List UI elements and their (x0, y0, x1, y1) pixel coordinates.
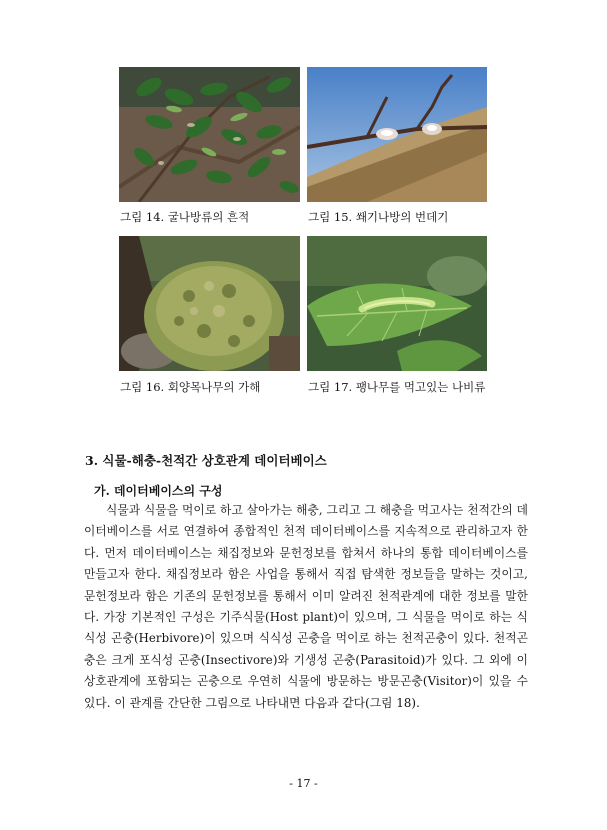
figure-16-photo (119, 236, 300, 371)
figure-17-photo (307, 236, 487, 371)
figure-14-caption: 그림 14. 굴나방류의 흔적 (120, 210, 250, 224)
figure-14-photo (119, 67, 300, 202)
section-heading: 3. 식물-해충-천적간 상호관계 데이터베이스 (85, 453, 327, 468)
body-paragraph: 식물과 식물을 먹이로 하고 살아가는 해충, 그리고 그 해충을 먹고사는 천적간의 데이터베이스를 서로 연결하여 종합적인 천적 데이터베이스를 지속적으로 관리하고자 한다. 먼저 데이터베이스는 채집정보와 문헌정보를 합쳐서 하나의 통합 데이터베이스를 만들고자 한다. 채집정보라 함은 사업을 통해서 직접 탐색한 정보들을 말하는 것이고, 문헌정보라 함은 기존의 문헌정보를 통해서 이미 알려진 천적관계에 대한 정보를 말한다. 가장 기본적인 구성은 기주식물(Host plant)이 있으며, 그 식물을 먹이로 하는 식식성 곤충(Herbivore)이 있으며 식식성 곤충을 먹이로 하는 천적곤충이 있다. 천적곤충은 크게 포식성 곤충(Insectivore)와 기생성 곤충(Parasitoid)가 있다. 그 외에 이 상호관계에 포함되는 곤충으로 우연히 식물에 방문하는 방문곤충(Visitor)이 있을 수 있다. 이 관계를 간단한 그림으로 나타내면 다음과 같다(그림 18). (84, 503, 528, 710)
page-number: - 17 - (289, 777, 318, 790)
boxwood-damage-photo (119, 236, 300, 371)
caterpillar-on-leaf-photo (307, 236, 487, 371)
figure-15-photo (307, 67, 487, 202)
subsection-heading: 가. 데이터베이스의 구성 (94, 484, 223, 498)
figure-17-caption: 그림 17. 팽나무를 먹고있는 나비류 (308, 380, 486, 394)
figure-15-caption: 그림 15. 쐐기나방의 번데기 (308, 210, 449, 224)
leafminer-damage-photo (119, 67, 300, 202)
figure-16-caption: 그림 16. 회양목나무의 가해 (120, 380, 261, 394)
slug-moth-cocoon-photo (307, 67, 487, 202)
